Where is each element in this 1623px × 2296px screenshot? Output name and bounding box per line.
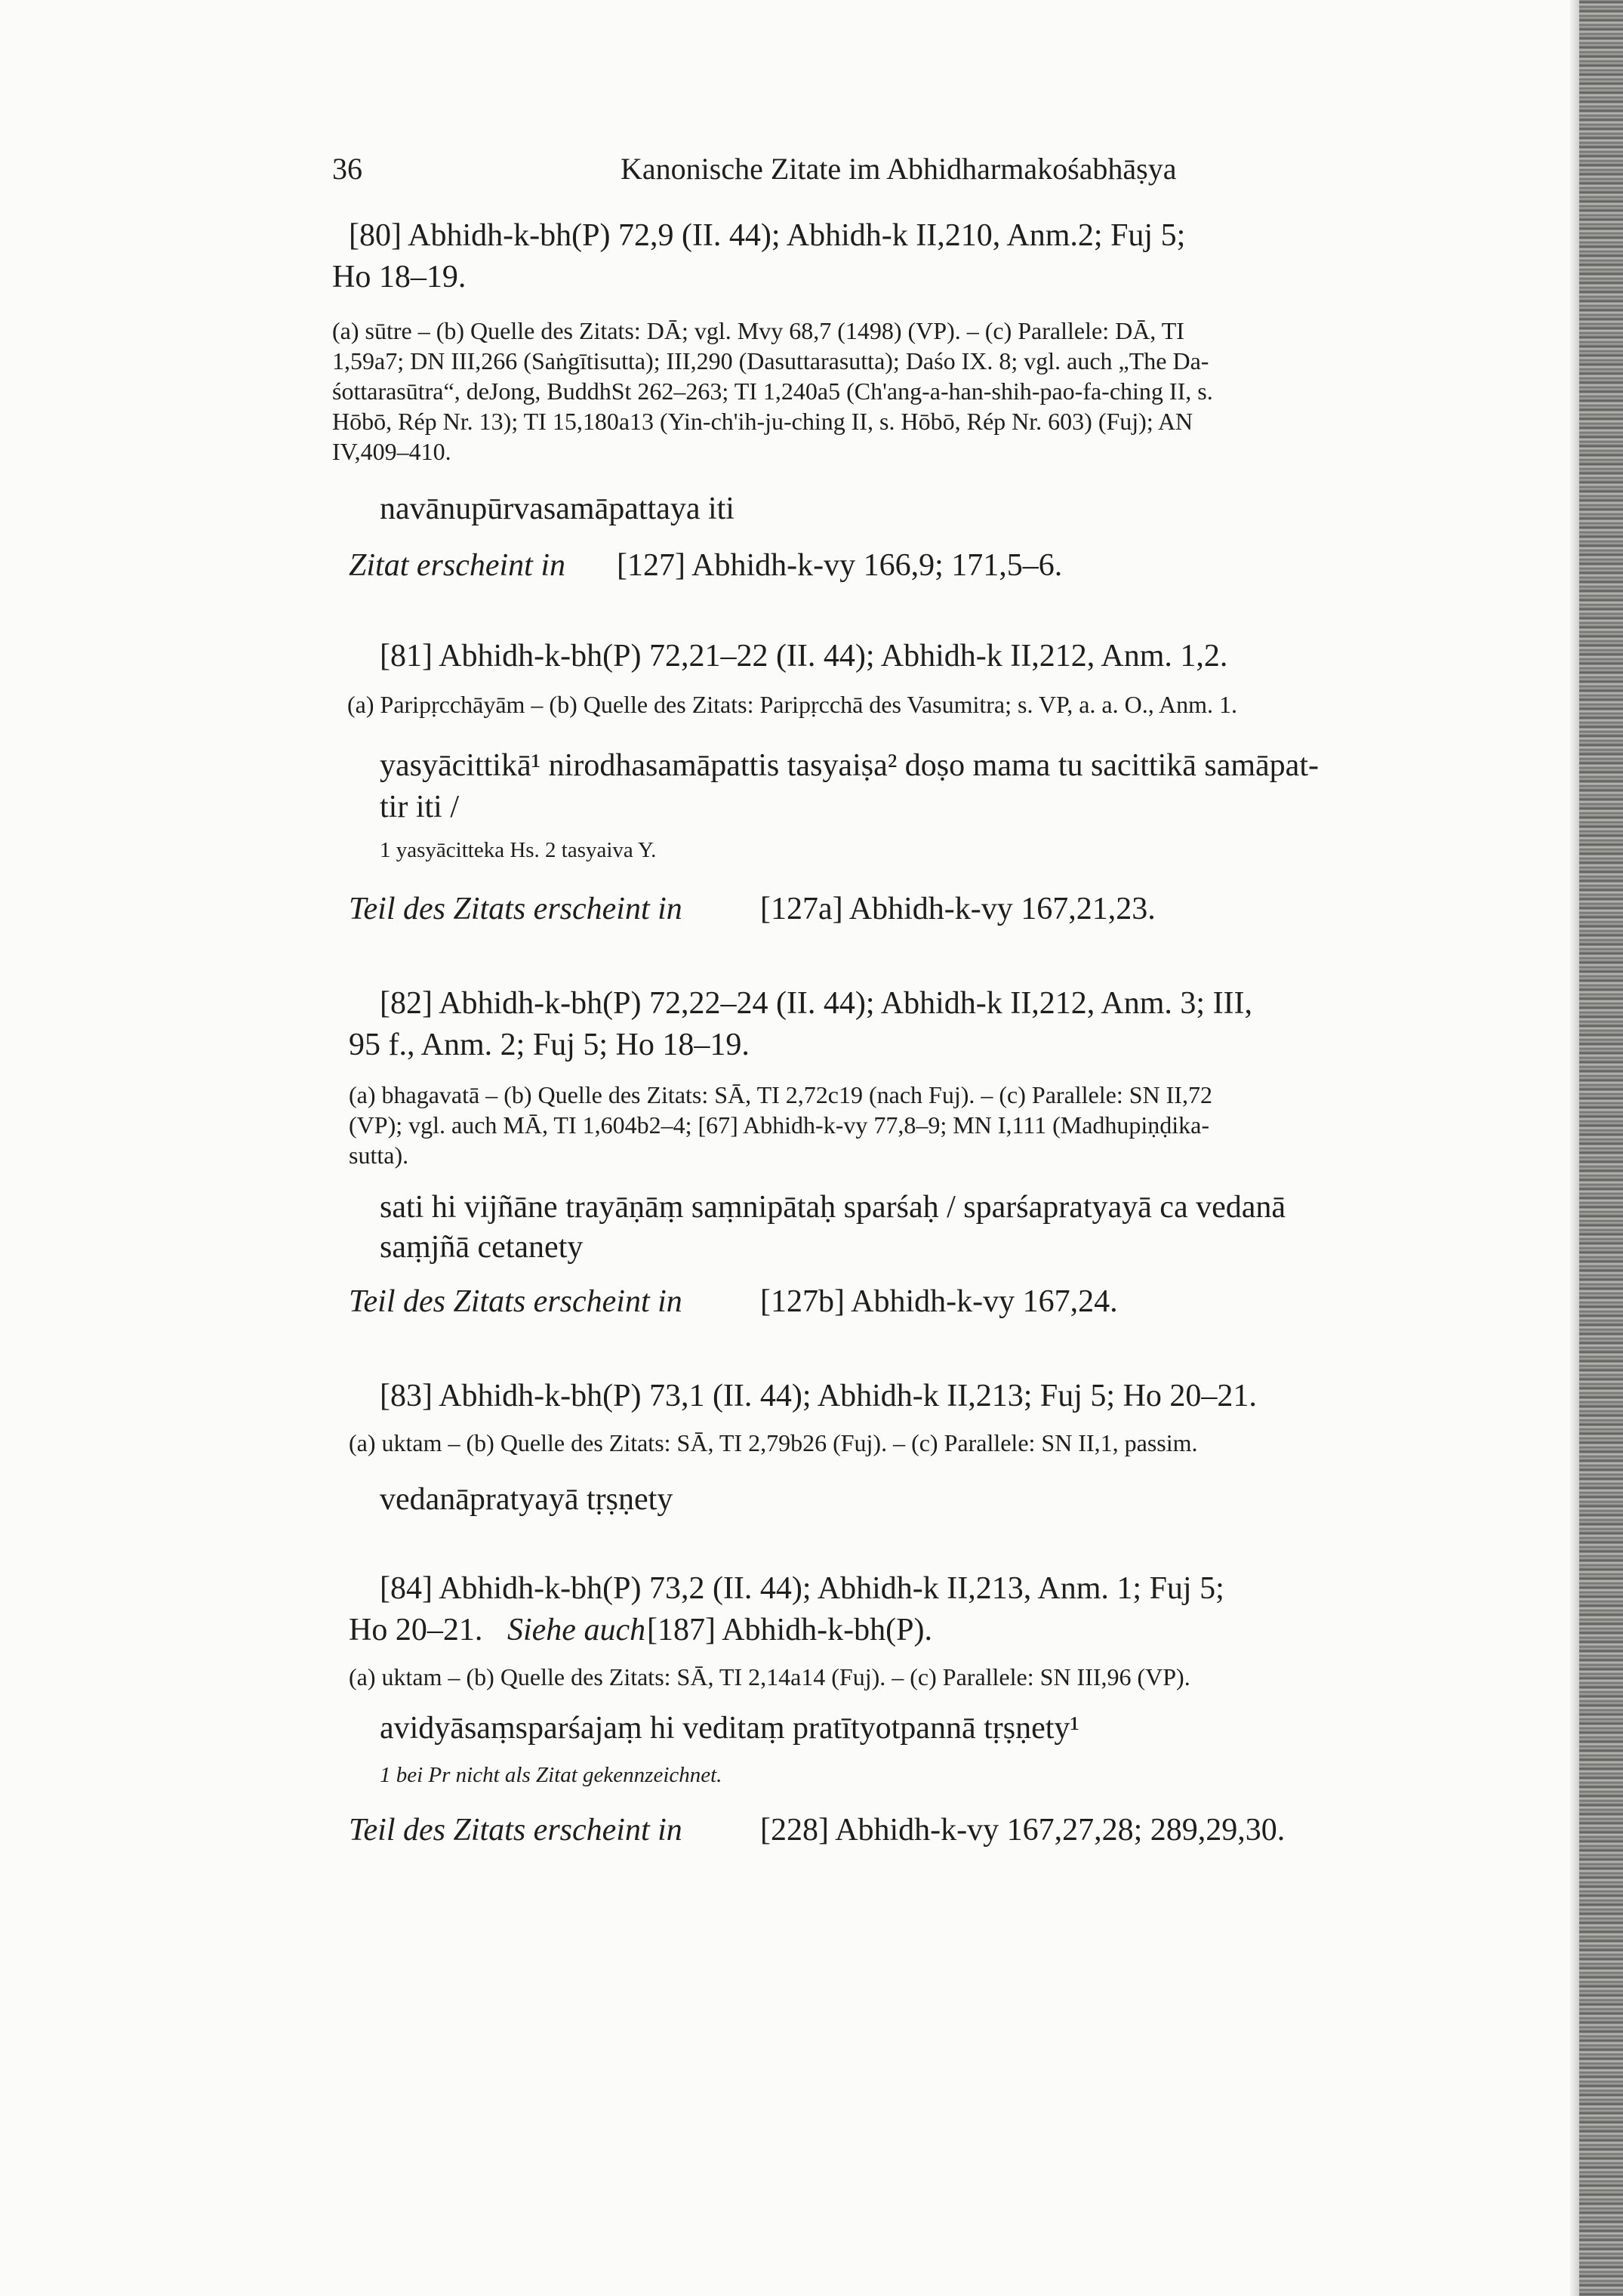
entry-80-ref-line-2: Ho 18–19. [332, 260, 467, 294]
entry-82-ref-line-2: 95 f., Anm. 2; Fuj 5; Ho 18–19. [349, 1028, 750, 1062]
entry-80-appears-label: Zitat erscheint in [349, 548, 565, 583]
entry-82-note-line-2: (VP); vgl. auch MĀ, TI 1,604b2–4; [67] Abhidh-k-vy 77,8–9; MN I,111 (Madhupiṇḍika- [349, 1111, 1210, 1139]
entry-80-ref-line-1: [80] Abhidh-k-bh(P) 72,9 (II. 44); Abhidh-k II,210, Anm.2; Fuj 5; [349, 218, 1186, 253]
entry-84-appears-ref: [228] Abhidh-k-vy 167,27,28; 289,29,30. [760, 1813, 1286, 1848]
entry-81-appears-label: Teil des Zitats erscheint in [349, 892, 682, 926]
entry-83-ref-line-1: [83] Abhidh-k-bh(P) 73,1 (II. 44); Abhidh-k II,213; Fuj 5; Ho 20–21. [380, 1379, 1257, 1413]
entry-82-note-line-1: (a) bhagavatā – (b) Quelle des Zitats: SĀ, TI 2,72c19 (nach Fuj). – (c) Parallele: SN II,72 [349, 1081, 1212, 1108]
entry-84-quote-line-1: avidyāsaṃsparśajaṃ hi veditaṃ pratītyotpannā tṛṣṇety¹ [380, 1711, 1079, 1746]
entry-81-footnote: 1 yasyācitteka Hs. 2 tasyaiva Y. [380, 838, 657, 862]
page-number: 36 [332, 152, 362, 186]
entry-83-quote-line-1: vedanāpratyayā tṛṣṇety [380, 1482, 673, 1517]
entry-81-note-line-1: (a) Paripṛcchāyām – (b) Quelle des Zitats: Paripṛcchā des Vasumitra; s. VP, a. a. O., Anm. 1. [347, 691, 1237, 718]
entry-82-appears-ref: [127b] Abhidh-k-vy 167,24. [760, 1284, 1118, 1319]
entry-81-quote-line-2: tir iti / [380, 790, 459, 824]
entry-81-ref-line-1: [81] Abhidh-k-bh(P) 72,21–22 (II. 44); Abhidh-k II,212, Anm. 1,2. [380, 639, 1228, 673]
entry-82-note-line-3: sutta). [349, 1142, 409, 1169]
entry-80-note-line-4: Hōbō, Rép Nr. 13); TI 15,180a13 (Yin-ch'ih-ju-ching II, s. Hōbō, Rép Nr. 603) (Fuj); AN [332, 408, 1193, 435]
entry-82-appears-label: Teil des Zitats erscheint in [349, 1284, 682, 1319]
entry-81-quote-line-1: yasyācittikā¹ nirodhasamāpattis tasyaiṣa² doṣo mama tu sacittikā samāpat- [380, 748, 1319, 783]
entry-84-appears-label: Teil des Zitats erscheint in [349, 1813, 682, 1848]
page-gutter-shadow [1569, 0, 1579, 2296]
entry-82-quote-line-2: saṃjñā cetanety [380, 1230, 584, 1265]
entry-80-note-line-1: (a) sūtre – (b) Quelle des Zitats: DĀ; vgl. Mvy 68,7 (1498) (VP). – (c) Parallele: DĀ, TI [332, 317, 1184, 344]
entry-82-ref-line-1: [82] Abhidh-k-bh(P) 72,22–24 (II. 44); Abhidh-k II,212, Anm. 3; III, [380, 986, 1253, 1021]
scanned-page-edge [1579, 0, 1623, 2296]
entry-80-note-line-2: 1,59a7; DN III,266 (Saṅgītisutta); III,290 (Dasuttarasutta); Daśo IX. 8; vgl. auch „The Da- [332, 347, 1209, 374]
entry-80-note-line-5: IV,409–410. [332, 438, 451, 465]
entry-84-note-line-1: (a) uktam – (b) Quelle des Zitats: SĀ, TI 2,14a14 (Fuj). – (c) Parallele: SN III,96 (VP). [349, 1663, 1190, 1690]
running-title: Kanonische Zitate im Abhidharmakośabhāṣya [621, 152, 1177, 186]
entry-81-appears-ref: [127a] Abhidh-k-vy 167,21,23. [760, 892, 1156, 926]
page: 36 Kanonische Zitate im Abhidharmakośabhāṣya [80] Abhidh-k-bh(P) 72,9 (II. 44); Abhidh-k II,210, Anm.2; Fuj 5; Ho 18–19. (a) sūtre – (b) Quelle des Zitats: DĀ; vgl. Mvy 68,7 (1498) (VP). – (c) Parallele: DĀ, TI 1,59a7; DN III,266 (Saṅgītisutta); III,290 (Dasuttarasutta); Daśo IX. 8; vgl. auch „The Da- śottarasūtra“, deJong, BuddhSt 262–263; TI 1,240a5 (Ch'ang-a-han-shih-pao-fa-ching II, s. Hōbō, Rép Nr. 13); TI 15,180a13 (Yin-ch'ih-ju-ching II, s. Hōbō, Rép Nr. 603) (Fuj); AN IV,409–410. navānupūrvasamāpattaya iti Zitat erscheint in [127] Abhidh-k-vy 166,9; 171,5–6. [81] Abhidh-k-bh(P) 72,21–22 (II. 44); Abhidh-k II,212, Anm. 1,2. (a) Paripṛcchāyām – (b) Quelle des Zitats: Paripṛcchā des Vasumitra; s. VP, a. a. O., Anm. 1. yasyācittikā¹ nirodhasamāpattis tasyaiṣa² doṣo mama tu sacittikā samāpat- tir iti / 1 yasyācitteka Hs. 2 tasyaiva Y. Teil des Zitats erscheint in [127a] Abhidh-k-vy 167,21,23. [82] Abhidh-k-bh(P) 72,22–24 (II. 44); Abhidh-k II,212, Anm. 3; III, 95 f., Anm. 2; Fuj 5; Ho 18–19. (a) bhagavatā – (b) Quelle des Zitats: SĀ, TI 2,72c19 (nach Fuj). – (c) Parallele: SN II,72 (VP); vgl. auch MĀ, TI 1,604b2–4; [67] Abhidh-k-vy 77,8–9; MN I,111 (Madhupiṇḍika- sutta). sati hi vijñāne trayāṇāṃ saṃnipātaḥ sparśaḥ / sparśapratyayā ca vedanā saṃjñā cetanety Teil des Zitats erscheint in [127b] Abhidh-k-vy 167,24. [83] Abhidh-k-bh(P) 73,1 (II. 44); Abhidh-k II,213; Fuj 5; Ho 20–21. (a) uktam – (b) Quelle des Zitats: SĀ, TI 2,79b26 (Fuj). – (c) Parallele: SN II,1, passim. vedanāpratyayā tṛṣṇety [84] Abhidh-k-bh(P) 73,2 (II. 44); Abhidh-k II,213, Anm. 1; Fuj 5; Ho 20–21. Siehe auch [187] Abhidh-k-bh(P). (a) uktam – (b) Quelle des Zitats: SĀ, TI 2,14a14 (Fuj). – (c) Parallele: SN III,96 (VP). avidyāsaṃsparśajaṃ hi veditaṃ pratītyotpannā tṛṣṇety¹ 1 bei Pr nicht als Zitat gekennzeichnet. Teil des Zitats erscheint in [228] Abhidh-k-vy 167,27,28; 289,29,30. [332, 152, 1319, 1848]
entry-83-note-line-1: (a) uktam – (b) Quelle des Zitats: SĀ, TI 2,79b26 (Fuj). – (c) Parallele: SN II,1, passim. [349, 1429, 1198, 1456]
entry-84-ref-line-1: [84] Abhidh-k-bh(P) 73,2 (II. 44); Abhidh-k II,213, Anm. 1; Fuj 5; [380, 1571, 1224, 1606]
entry-84-footnote: 1 bei Pr nicht als Zitat gekennzeichnet. [380, 1763, 722, 1787]
entry-80-quote-line-1: navānupūrvasamāpattaya iti [380, 492, 735, 526]
entry-80-note-line-3: śottarasūtra“, deJong, BuddhSt 262–263; TI 1,240a5 (Ch'ang-a-han-shih-pao-fa-ching II, s. [332, 378, 1213, 405]
entry-82-quote-line-1: sati hi vijñāne trayāṇāṃ saṃnipātaḥ sparśaḥ / sparśapratyayā ca vedanā [380, 1190, 1286, 1225]
entry-80-appears-ref: [127] Abhidh-k-vy 166,9; 171,5–6. [617, 548, 1063, 583]
